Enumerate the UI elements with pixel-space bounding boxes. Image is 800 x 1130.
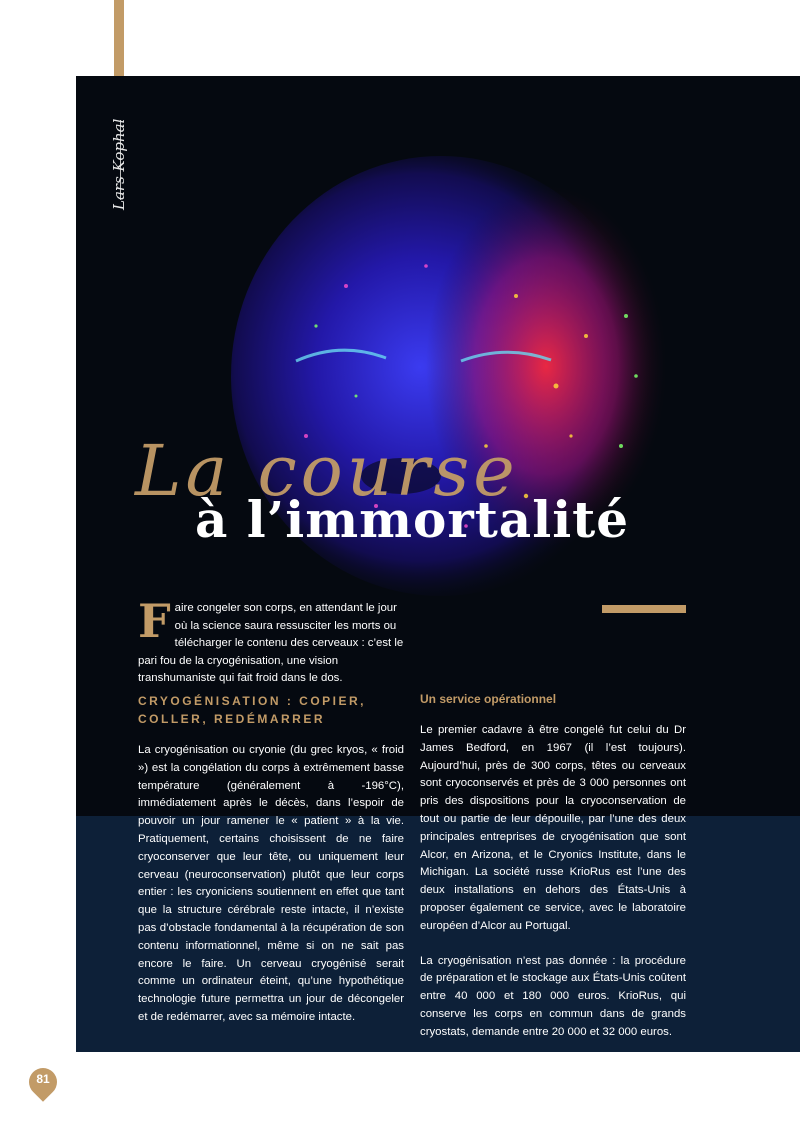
page-number: 81 [36, 1072, 50, 1086]
section2-paragraph-2: La cryogénisation n’est pas donnée : la procédure de préparation et le stockage aux États-Unis coûtent entre 40 000 et 180 000 euros. KrioRus, qui conserve les corps en commun dans de grands cryostats, demande entre 20 000 et 32 000 euros. [420, 954, 686, 1038]
section2-paragraph-1: Le premier cadavre à être congelé fut celui du Dr James Bedford, en 1967 (il l’est toujours). Aujourd’hui, près de 300 corps, têtes ou cerveaux sont cryoconservés et près de 3 000 personnes ont pris des dispositions pour la cryoconservation de tout ou partie de leur dépouille, par l’une des deux principales entreprises de cryogénisation que sont Alcor, en Arizona, et le Cryonics Institute, dans le Michigan. La société russe KrioRus est l’une des deux installations en dehors des États-Unis à proposer également ce service, avec le laboratoire européen d’Alcor au Portugal. [420, 724, 686, 932]
section-heading-cryogenisation: CRYOGÉNISATION : COPIER, COLLER, REDÉMARRER [138, 694, 367, 726]
column-right [420, 722, 686, 1042]
intro-text: aire congeler son corps, en attendant le jour où la science saura ressusciter les morts ou télécharger le contenu des cerveaux : c’est le pari fou de la cryogénisation, une vision transhumaniste qui fait froid dans le dos. [138, 602, 404, 684]
article-intro [138, 594, 408, 688]
intro-dropcap: F [138, 594, 171, 648]
article-title-script: La course [135, 430, 519, 512]
section1-paragraph: La cryogénisation ou cryonie (du grec kryos, « froid ») est la congélation du corps à extrêmement basse température (généralement à -196°C), immédiatement après le décès, dans l’espoir de pouvoir un jour ramener le « patient » à la vie. Pratiquement, certains choisissent de ne faire cryoconserver que leur tête, ou uniquement leur cerveau (neuroconservation) plutôt que leur corps entier : les cryoniciens soutiennent en effet que tant que la structure cérébrale reste intacte, il n’existe pas d’obstacle fondamental à la récupération de son contenu informationnel, même si on ne sait pas encore le faire. Un cerveau cryogénisé serait comme un ordinateur éteint, qu’une hypothétique technologie future permettra un jour de décongeler et de redémarrer, avec sa mémoire intacte. [138, 744, 404, 1023]
article-title-main: à l’immortalité [195, 490, 630, 549]
column-left [138, 742, 404, 1027]
decorative-gold-bar-right [602, 605, 686, 613]
article-author: Lars Kophal [110, 118, 128, 210]
section-heading-service: Un service opérationnel [420, 692, 557, 706]
